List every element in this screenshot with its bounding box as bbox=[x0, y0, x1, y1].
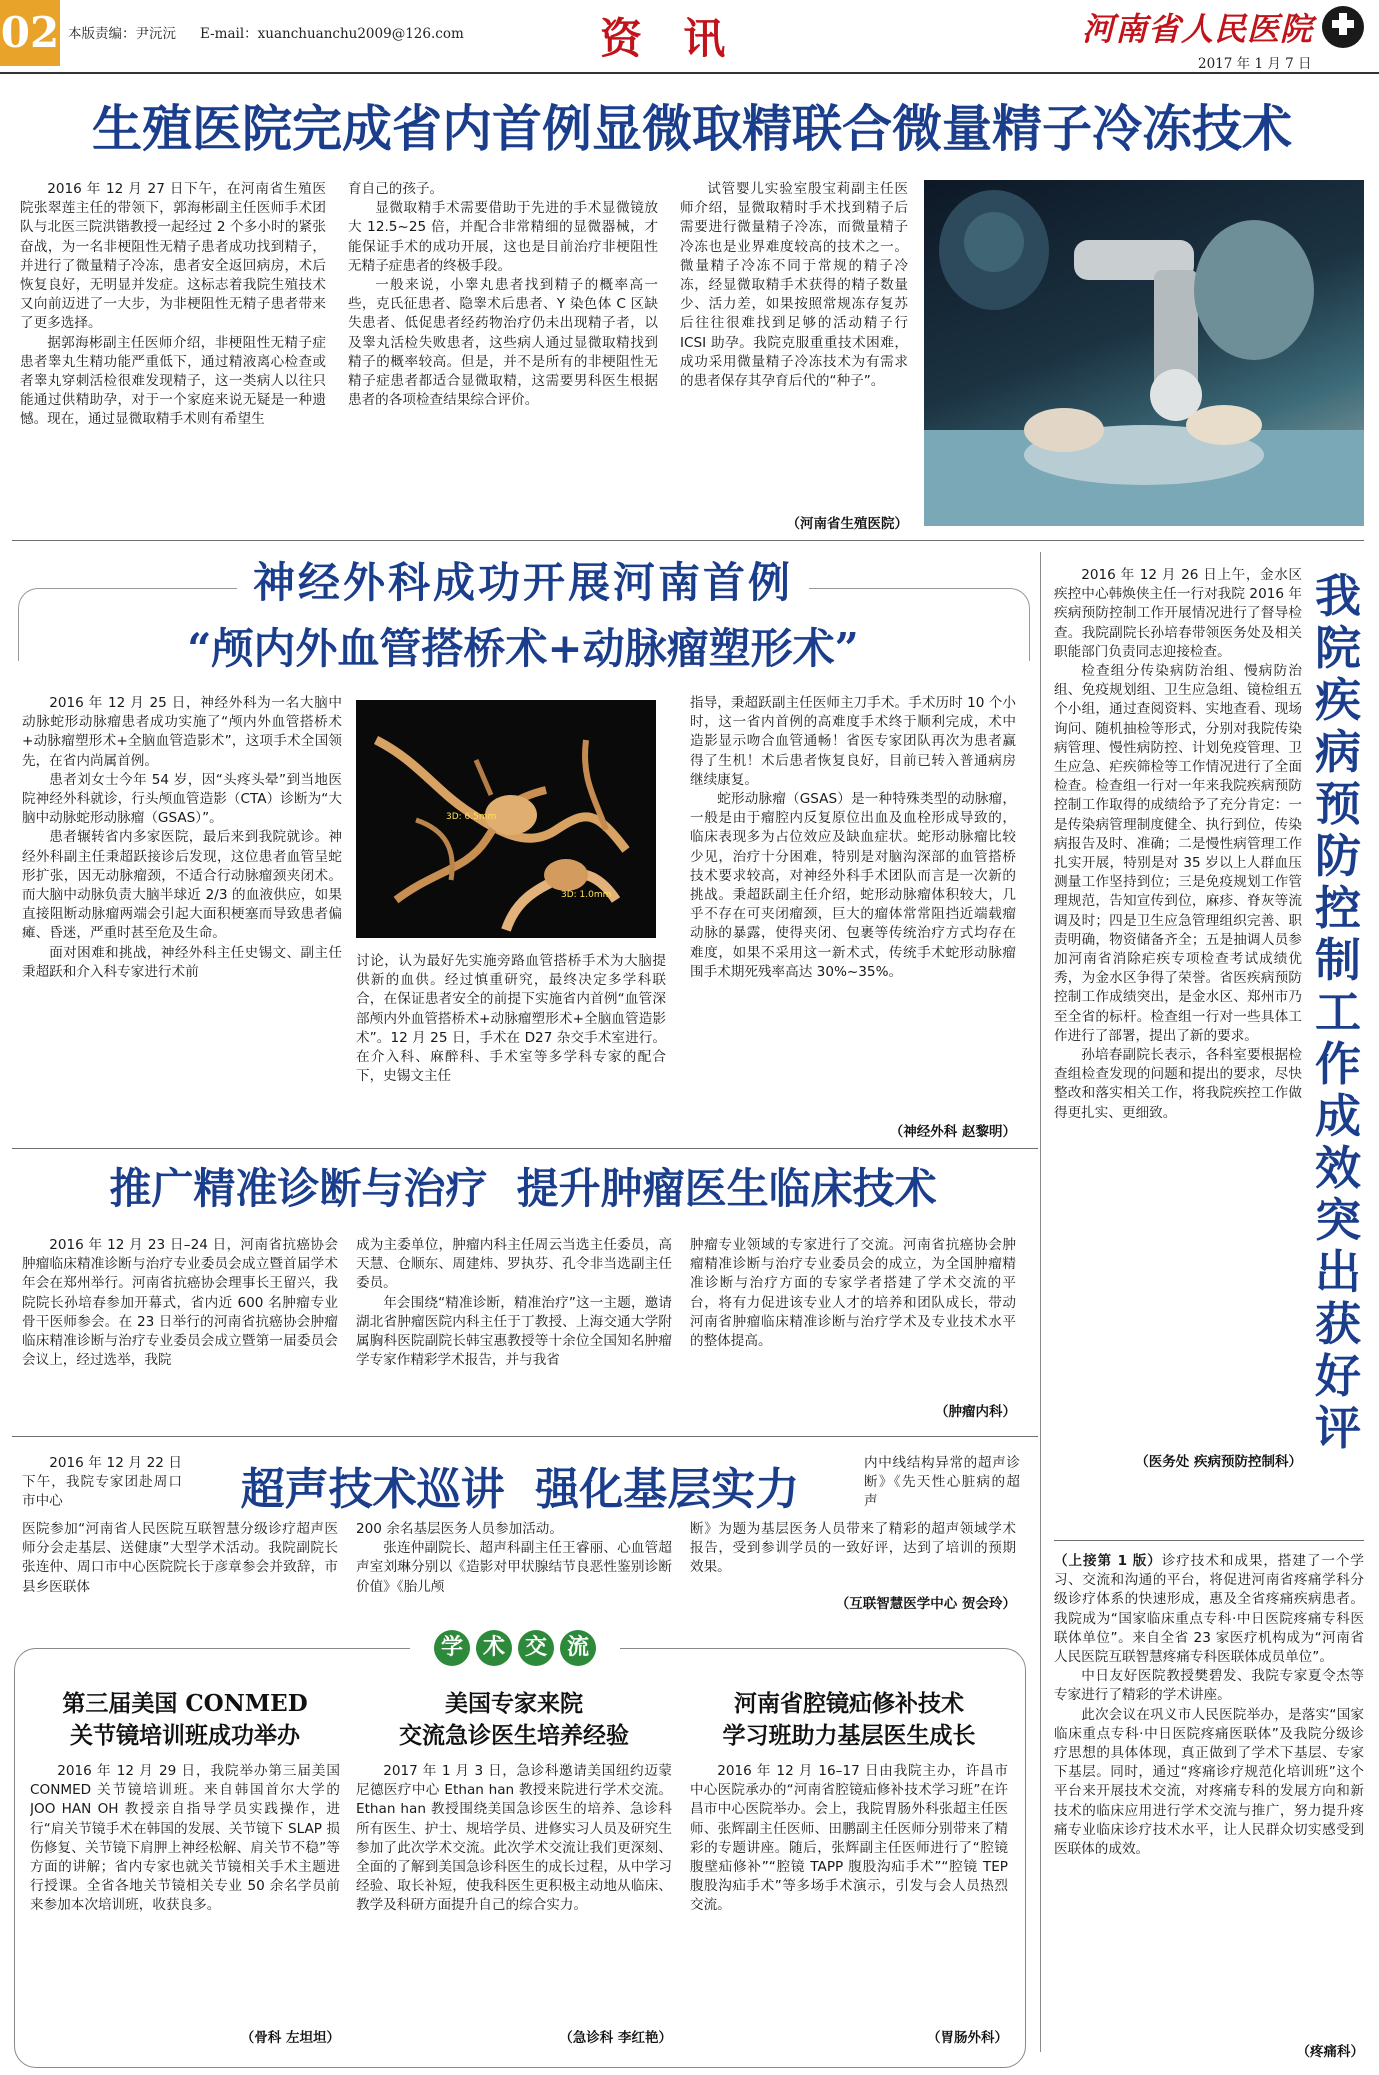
paragraph: 2016 年 12 月 29 日，我院举办第三届美国 CONMED 关节镜培训班。来自韩国首尔大学的 JOO HAN OH 教授亲自指导学员实践操作，进行“肩关节镜手术在韩国的发展、关节镜下 SLAP 损伤修复、关节镜下肩胛上神经松解、肩关节不稳”等方面的讲解；省内专家也就关节镜相关手术主题进行授课。全省各地关节镜相关专业 50 余名学员前来参加本次培训班，收获良多。 bbox=[30, 1763, 340, 1914]
article-5-text bbox=[1054, 566, 1302, 1448]
paragraph: 检查组分传染病防治组、慢病防治组、免疫规划组、卫生应急组、镜检组五个小组，通过查阅资料、实地查看、现场询问、随机抽检等形式，分别对我院传染病管理、慢性病防控、计划免疫管理、卫生应急、疟疾筛检等工作情况进行了全面检查。检查组一行对一年来我院疾病预防控制工作取得的成绩给予了充分肯定：一是传染病管理制度健全、执行到位，传染病报告及时、准确；二是慢性病管理工作扎实开展，特别是对 35 岁以上人群血压测量工作坚持到位；三是免疫规划工作管理规范，告知宣传到位，麻疹、脊灰等流调及时；四是卫生应急管理组织完善、职责明确，物资储备齐全；五是抽调人员参加河南省消除疟疾专项检查考试成绩优秀，为金水区争得了荣誉。省医疾病预防控制工作成绩突出，是金水区、郑州市乃至全省的标杆。检查组一行对一些具体工作进行了部署，提出了新的要求。 bbox=[1054, 663, 1302, 1044]
surgery-photo bbox=[924, 180, 1364, 526]
paragraph: 显微取精手术需要借助于先进的手术显微镜放大 12.5~25 倍，并配合非常精细的显微器械，才能保证手术的成功开展，这也是目前治疗非梗阻性无精子症患者的终极手段。 bbox=[348, 200, 658, 274]
academic-item-2-title bbox=[356, 1688, 672, 1752]
banner-char: 术 bbox=[476, 1630, 512, 1666]
angiography-image bbox=[356, 700, 656, 938]
paragraph: 断》为题为基层医务人员带来了精彩的超声领域学术报告，受到参训学员的一致好评，达到了培训的预期效果。 bbox=[690, 1521, 1016, 1576]
paragraph: 讨论，认为最好先实施旁路血管搭桥手术为大脑提供新的血供。经过慎重研究，最终决定多学科联合，在保证患者安全的前提下实施省内首例“血管深部颅内外血管搭桥术+动脉瘤塑形术+全脑血管造影术”。12 月 25 日，手术在 D27 杂交手术室进行。在介入科、麻醉科、手术室等多学科专家的配合下，史锡文主任 bbox=[356, 953, 666, 1085]
article-4-column-2 bbox=[356, 1520, 672, 1620]
masthead-rule bbox=[0, 72, 1379, 74]
title-line: 交流急诊医生培养经验 bbox=[399, 1722, 629, 1749]
paragraph: 肿瘤专业领域的专家进行了交流。河南省抗癌协会肿瘤精准诊断与治疗专业委员会的成立，为全国肿瘤精准诊断与治疗方面的专家学者搭建了学术交流的平台，将有力促进该专业人才的培养和团队成长，带动河南省肿瘤临床精准诊断与治疗学术及专业技术水平的整体提高。 bbox=[690, 1237, 1016, 1350]
divider bbox=[12, 1148, 1038, 1149]
article-3-column-3 bbox=[690, 1236, 1016, 1388]
paragraph: 2016 年 12 月 16–17 日由我院主办，许昌市中心医院承办的“河南省腔镜疝修补技术学习班”在许昌市中心医院举办。会上，我院胃肠外科张超主任医师、张辉副主任医师、田鹏副主任医师分别带来了精彩的专题讲座。随后，张辉副主任医师进行了“腔镜腹壁疝修补”“腔镜 TAPP 腹股沟疝手术”“腔镜 TEP 腹股沟疝手术”等多场手术演示，引发与会人员热烈交流。 bbox=[690, 1763, 1008, 1914]
hospital-logo bbox=[1322, 6, 1364, 48]
article-1-column-2 bbox=[348, 180, 658, 532]
paragraph-text: 诊疗技术和成果，搭建了一个学习、交流和沟通的平台，将促进河南省疼痛学科分级诊疗体系的快速形成，惠及全省疼痛疾病患者。我院成为“国家临床重点专科·中日医院疼痛专科医联体单位”。来自全省 23 家医疗机构成为“河南省人民医院互联智慧疼痛专科医联体成员单位”。 bbox=[1054, 1553, 1364, 1666]
article-4-top-right bbox=[864, 1454, 1020, 1512]
paragraph: 2016 年 12 月 27 日下午，在河南省生殖医院张翠莲主任的带领下，郭海彬副主任医师手术团队与北医三院洪锴教授一起经过 2 个多小时的紧张奋战，为一名非梗阻性无精子患者成功找到精子，并进行了微量精子冷冻，患者安全返回病房，术后恢复良好，无明显并发症。这标志着我院生殖技术又向前迈进了一大步，为非梗阻性无精子患者带来了更多选择。 bbox=[20, 181, 326, 332]
title-line: 河南省腔镜疝修补技术 bbox=[734, 1690, 964, 1717]
paragraph: 中日友好医院教授樊碧发、我院专家夏令杰等专家进行了精彩的学术讲座。 bbox=[1054, 1668, 1364, 1704]
column-divider bbox=[1040, 552, 1041, 2052]
article-2-column-3 bbox=[690, 694, 1016, 1118]
issue-date: 2017 年 1 月 7 日 bbox=[1198, 56, 1312, 72]
paragraph: 蛇形动脉瘤（GSAS）是一种特殊类型的动脉瘤，一般是由于瘤腔内反复原位出血及血栓形成导致的，临床表现多为占位效应及缺血症状。蛇形动脉瘤比较少见，治疗十分困难，特别是对脑沟深部的血管搭桥技术要求较高，对神经外科手术团队而言是一次新的挑战。秉超跃副主任介绍，蛇形动脉瘤体积较大，几乎不存在可夹闭瘤颈，巨大的瘤体常常阻挡近端载瘤动脉的暴露，使得夹闭、包裹等传统治疗方式均存在难度，如果不采用这一新术式，传统手术蛇形动脉瘤围手术期死残率高达 30%~35%。 bbox=[690, 791, 1016, 980]
article-4-column-3 bbox=[690, 1520, 1016, 1582]
banner-char: 交 bbox=[518, 1630, 554, 1666]
article-3-column-1 bbox=[22, 1236, 338, 1426]
paragraph: 年会围绕“精准诊断，精准治疗”这一主题，邀请湖北省肿瘤医院内科主任于丁教授、上海交通大学附属胸科医院副院长韩宝惠教授等十余位全国知名肿瘤学专家作精彩学术报告，并与我省 bbox=[356, 1294, 672, 1369]
academic-item-1-title bbox=[30, 1688, 340, 1752]
paragraph: 2016 年 12 月 23 日–24 日，河南省抗癌协会肿瘤临床精准诊断与治疗专业委员会成立暨首届学术年会在郑州举行。河南省抗癌协会理事长王留兴，我院院长孙培春参加开幕式，省内近 600 名肿瘤专业骨干医师参会。在 23 日举行的河南省抗癌协会肿瘤临床精准诊断与治疗专业委员会成立暨第一届委员会会议上，经过选举，我院 bbox=[22, 1237, 338, 1369]
title-line: 美国专家来院 bbox=[445, 1690, 583, 1717]
editor-line: 本版责编：尹沅沅 bbox=[68, 26, 176, 42]
article-4-top-left bbox=[22, 1454, 182, 1512]
paragraph: 内中线结构异常的超声诊断》《先天性心脏病的超声 bbox=[864, 1455, 1020, 1510]
vessel-3d-icon bbox=[356, 700, 656, 938]
academic-item-3-title bbox=[690, 1688, 1008, 1752]
article-6-text bbox=[1054, 1552, 1364, 2026]
article-3-credit: （肿瘤内科） bbox=[935, 1404, 1016, 1420]
article-4-headline: 超声技术巡讲 强化基层实力 bbox=[240, 1464, 800, 1515]
continued-label: （上接第 1 版） bbox=[1054, 1553, 1162, 1569]
paragraph: 成为主委单位，肿瘤内科主任周云当选主任委员，高天慧、仓顺东、周建炜、罗执芬、孔令非当选副主任委员。 bbox=[356, 1237, 672, 1292]
divider bbox=[1054, 1540, 1364, 1541]
academic-item-1-credit: （骨科 左坦坦） bbox=[240, 2030, 340, 2046]
paragraph: 张连仲副院长、超声科副主任王睿丽、心血管超声室刘琳分别以《造影对甲状腺结节良恶性鉴别诊断价值》《胎儿颅 bbox=[356, 1540, 672, 1595]
page-number-tab: 02 bbox=[0, 0, 60, 66]
banner-char: 学 bbox=[434, 1630, 470, 1666]
divider bbox=[12, 540, 1364, 541]
measure-label: 3D: 1.0mm bbox=[561, 890, 612, 900]
article-5-credit: （医务处 疾病预防控制科） bbox=[1135, 1454, 1302, 1470]
academic-exchange-banner bbox=[410, 1628, 620, 1670]
academic-item-2-credit: （急诊科 李红艳） bbox=[559, 2030, 672, 2046]
article-5-headline: 我院疾病预防控制工作成效突出获好评 bbox=[1315, 569, 1361, 1455]
paragraph: 孙培春副院长表示，各科室要根据检查组检查发现的问题和提出的要求，尽快整改和落实相关工作，将我院疾控工作做得更扎实、更细致。 bbox=[1054, 1047, 1302, 1121]
cross-icon bbox=[1322, 6, 1364, 48]
title-line: 学习班助力基层医生成长 bbox=[722, 1722, 976, 1749]
email-line: E-mail：xuanchuanchu2009@126.com bbox=[200, 26, 464, 42]
paragraph: 患者刘女士今年 54 岁，因“头疼头晕”到当地医院神经外科就诊，行头颅血管造影（CTA）诊断为“大脑中动脉蛇形动脉瘤（GSAS）”。 bbox=[22, 771, 342, 827]
article-2-headline-line-2: “颅内外血管搭桥术+动脉瘤塑形术” bbox=[187, 624, 859, 673]
paragraph: 据郭海彬副主任医师介绍，非梗阻性无精子症患者睾丸生精功能严重低下，通过精液离心检查或者睾丸穿刺活检很难发现精子，这一类病人以往只能通过供精助孕，对于一个家庭来说无疑是一种遗憾。现在，通过显微取精手术则有希望生 bbox=[20, 334, 326, 428]
paragraph: 此次会议在巩义市人民医院举办，是落实“国家临床重点专科·中日医院疼痛医联体”及我院分级诊疗思想的具体体现，真正做到了学术下基层、专家下基层。同时，通过“疼痛诊疗规范化培训班”这个平台来开展技术交流，对疼痛专科的发展方向和新技术的临床应用进行学术交流与推广，努力提升疼痛专业临床诊疗技术水平，让人民群众切实感受到医联体的成效。 bbox=[1054, 1706, 1364, 1858]
paragraph: 2016 年 12 月 25 日，神经外科为一名大脑中动脉蛇形动脉瘤患者成功实施了“颅内外血管搭桥术+动脉瘤塑形术+全脑血管造影术”，这项手术全国领先，在省内尚属首例。 bbox=[22, 695, 342, 769]
article-1-credit: （河南省生殖医院） bbox=[786, 516, 908, 532]
article-4-column-1 bbox=[22, 1520, 338, 1620]
paragraph: 一般来说，小睾丸患者找到精子的概率高一些，克氏征患者、隐睾术后患者、Y 染色体 C 区缺失患者、低促患者经药物治疗仍未出现精子者，以及睾丸活检失败患者，这些病人通过显微取精找到精子的概率较高。但是，并不是所有的非梗阻性无精子症患者都适合显微取精，这需要男科医生根据患者的各项检查结果综合评价。 bbox=[348, 277, 658, 409]
title-line: 第三届美国 CONMED bbox=[62, 1690, 308, 1717]
academic-item-2-text bbox=[356, 1762, 672, 2022]
article-4-credit: （互联智慧医学中心 贺会玲） bbox=[835, 1596, 1016, 1612]
paragraph: 患者辗转省内多家医院，最后来到我院就诊。神经外科副主任秉超跃接诊后发现，这位患者血管呈蛇形扩张，因无动脉瘤颈，不适合行动脉瘤颈夹闭术。而大脑中动脉负责大脑半球近 2/3 的血液供应，如果直接阻断动脉瘤两端会引起大面积梗塞而导致患者偏瘫、昏迷，严重时甚至危及生命。 bbox=[22, 829, 342, 942]
article-1-column-3 bbox=[680, 180, 908, 510]
paragraph: 2016 年 12 月 22 日下午，我院专家团赴周口市中心 bbox=[22, 1455, 182, 1510]
article-1-headline: 生殖医院完成省内首例显微取精联合微量精子冷冻技术 bbox=[92, 99, 1292, 158]
academic-item-3-credit: （胃肠外科） bbox=[927, 2030, 1008, 2046]
article-2-column-1 bbox=[22, 694, 342, 1134]
paragraph: 2016 年 12 月 26 日上午，金水区疾控中心韩焕侠主任一行对我院 2016 年疾病预防控制工作开展情况进行了督导检查。我院副院长孙培春带领医务处及相关职能部门负责同志迎接检查。 bbox=[1054, 567, 1302, 660]
academic-item-3-text bbox=[690, 1762, 1008, 2022]
paragraph bbox=[1054, 1552, 1364, 1667]
microscope-surgery-image bbox=[924, 180, 1364, 526]
title-line: 关节镜培训班成功举办 bbox=[70, 1722, 300, 1749]
banner-char: 流 bbox=[560, 1630, 596, 1666]
article-2-column-2 bbox=[356, 952, 666, 1134]
paragraph: 育自己的孩子。 bbox=[348, 181, 444, 197]
paragraph: 试管婴儿实验室殷宝莉副主任医师介绍，显微取精时手术找到精子后需要进行微量精子冷冻，而微量精子冷冻也是业界难度较高的技术之一。微量精子冷冻不同于常规的精子冷冻，经显微取精手术获得的精子数量少、活力差，如果按照常规冻存复苏后往往很难找到足够的活动精子行 ICSI 助孕。我院克服重重技术困难，成功采用微量精子冷冻技术为有需求的患者保存其孕育后代的“种子”。 bbox=[680, 181, 908, 390]
academic-item-1-text bbox=[30, 1762, 340, 2022]
article-1-column-1 bbox=[20, 180, 326, 532]
article-2-credit: （神经外科 赵黎明） bbox=[889, 1124, 1016, 1140]
article-3-column-2 bbox=[356, 1236, 672, 1426]
article-3-headline: 推广精准诊断与治疗 提升肿瘤医生临床技术 bbox=[109, 1164, 937, 1213]
article-6-credit: （疼痛科） bbox=[1296, 2044, 1364, 2060]
paragraph: 指导，秉超跃副主任医师主刀手术。手术历时 10 个小时，这一省内首例的高难度手术终于顺利完成，术中造影显示吻合血管通畅！省医专家团队再次为患者赢得了生机！术后患者恢复良好，目前已转入普通病房继续康复。 bbox=[690, 695, 1016, 788]
divider bbox=[12, 1436, 1038, 1437]
article-2-headline-line-1: 神经外科成功开展河南首例 bbox=[40, 562, 1006, 604]
paragraph: 200 余名基层医务人员参加活动。 bbox=[356, 1521, 563, 1537]
section-title: 资 讯 bbox=[600, 14, 730, 63]
measure-label: 3D: 6.5mm bbox=[446, 812, 497, 822]
paragraph: 2017 年 1 月 3 日，急诊科邀请美国纽约迈蒙尼德医疗中心 Ethan han 教授来院进行学术交流。Ethan han 教授围绕美国急诊医生的培养、急诊科所有医生、护士、规培学员、进修实习人员及研究生参加了此次学术交流。此次学术交流让我们更深刻、全面的了解到美国急诊科医生的成长过程，从中学习经验、取长补短，使我科医生更积极主动地从临床、教学及科研方面提升自己的综合实力。 bbox=[356, 1763, 672, 1914]
paper-name: 河南省人民医院 bbox=[1082, 10, 1314, 48]
paragraph: 面对困难和挑战，神经外科主任史锡文、副主任秉超跃和介入科专家进行术前 bbox=[22, 944, 342, 980]
paragraph: 医院参加“河南省人民医院互联智慧分级诊疗超声医师分会走基层、送健康”大型学术活动。我院副院长张连仲、周口市中心医院院长于彦章参会并致辞，市县乡医联体 bbox=[22, 1521, 338, 1595]
